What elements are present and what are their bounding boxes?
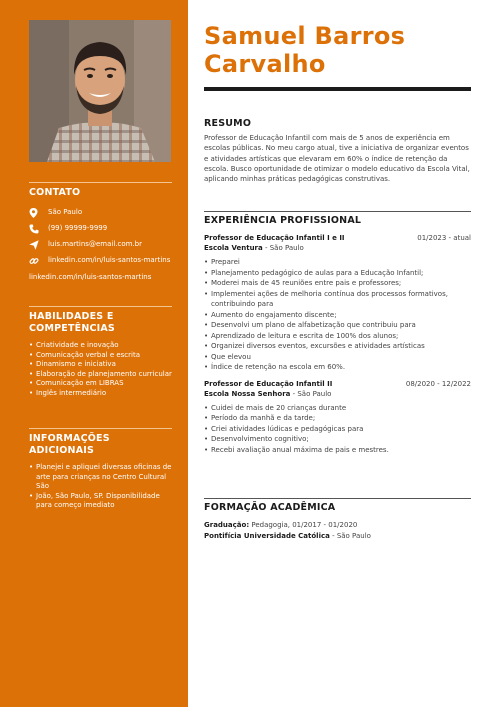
summary-text: Professor de Educação Infantil com mais de 5 anos de experiência em escolas públicas. No meu cargo atual, tive a iniciativa de organizar eventos e atividades artísticas que elevaram em 60% o índice de retenção da escola. Busco oportunidade de otimizar o modelo educativo da Escola Vital, aplicando minhas práticas pedagógicas construtivas. <box>204 134 470 184</box>
contact-linkedin-text[interactable]: linkedin.com/in/luis-santos-martins <box>48 256 171 264</box>
job-location: - São Paulo <box>262 244 304 252</box>
list-item: • Elaboração de planejamento curricular <box>29 370 172 380</box>
experience-section <box>204 211 471 455</box>
name-divider <box>204 87 471 91</box>
main-content <box>188 0 500 707</box>
list-item: • Criatividade e inovação <box>29 341 172 351</box>
list-item: • Recebi avaliação anual máxima de pais e mestres. <box>204 445 471 456</box>
job-company: Escola Nossa Senhora <box>204 389 291 398</box>
list-item: • Planejamento pedagógico de aulas para a Educação Infantil; <box>204 268 471 279</box>
skills-title: HABILIDADES E COMPETÊNCIAS <box>29 306 172 338</box>
contact-phone-text: (99) 99999-9999 <box>48 224 108 232</box>
profile-photo <box>29 20 171 162</box>
job-entry <box>204 233 471 373</box>
phone-icon <box>29 224 41 234</box>
education-degree <box>204 520 471 531</box>
portrait-image <box>29 20 171 162</box>
skills-list <box>29 341 172 399</box>
list-item: • Aumento do engajamento discente; <box>204 310 471 321</box>
contact-email[interactable] <box>29 240 172 250</box>
job-location: - São Paulo <box>290 389 332 398</box>
contact-location <box>29 208 172 218</box>
link-icon <box>29 256 41 266</box>
list-item: • João, São Paulo, SP. Disponibilidade para começo imediato <box>29 492 172 511</box>
job-role: Professor de Educação Infantil I e II <box>204 234 345 242</box>
send-icon <box>29 240 41 250</box>
job-entry <box>204 379 471 456</box>
list-item: • Organizei diversos eventos, excursões e atividades artísticas <box>204 341 471 352</box>
list-item: • Moderei mais de 45 reuniões entre pais e professores; <box>204 278 471 289</box>
education-title: FORMAÇÃO ACADÊMICA <box>204 498 471 514</box>
job-dates: 08/2020 - 12/2022 <box>405 379 471 388</box>
summary-section <box>204 118 471 184</box>
list-item: • Criei atividades lúdicas e pedagógicas para <box>204 424 471 435</box>
degree-value: Pedagogia, 01/2017 - 01/2020 <box>249 521 358 529</box>
job-bullets <box>204 257 471 373</box>
list-item: • Implementei ações de melhoria contínua dos processos formativos, contribuindo para <box>204 289 471 310</box>
list-item: • Inglês intermediário <box>29 389 172 399</box>
additional-info-title: INFORMAÇÕES ADICIONAIS <box>29 428 172 460</box>
sidebar <box>0 0 188 707</box>
contact-title: CONTATO <box>29 182 172 202</box>
contact-location-text: São Paulo <box>48 208 83 216</box>
contact-phone <box>29 224 172 234</box>
list-item: • Que elevou <box>204 352 471 363</box>
job-company: Escola Ventura <box>204 244 263 252</box>
list-item: • Dinamismo e iniciativa <box>29 360 172 370</box>
job-role: Professor de Educação Infantil II <box>204 379 333 388</box>
job-dates: 01/2023 - atual <box>417 234 471 242</box>
list-item: • Aprendizado de leitura e escrita de 100% dos alunos; <box>204 331 471 342</box>
job-bullets <box>204 403 471 456</box>
experience-title: EXPERIÊNCIA PROFISSIONAL <box>204 211 471 227</box>
list-item: • Índice de retenção na escola em 60%. <box>204 362 471 373</box>
list-item: • Cuidei de mais de 20 crianças durante <box>204 403 471 414</box>
list-item: • Desenvolvi um plano de alfabetização que contribuiu para <box>204 320 471 331</box>
list-item: • Planejei e apliquei diversas oficinas de arte para crianças no Centro Cultural São <box>29 463 172 492</box>
school-location: - São Paulo <box>329 531 371 540</box>
list-item: • Desenvolvimento cognitivo; <box>204 434 471 445</box>
location-pin-icon <box>29 208 41 218</box>
list-item: • Preparei <box>204 257 471 268</box>
linkedin-url[interactable]: linkedin.com/in/luis-santos-martins <box>29 273 152 281</box>
candidate-name: Samuel Barros Carvalho <box>204 22 406 78</box>
education-section <box>204 498 471 541</box>
list-item: • Período da manhã e da tarde; <box>204 413 471 424</box>
school-name: Pontifícia Universidade Católica <box>204 531 330 540</box>
additional-info-list <box>29 463 172 511</box>
summary-title: RESUMO <box>204 118 252 129</box>
education-school <box>204 531 471 542</box>
additional-info-section <box>29 428 172 511</box>
skills-section <box>29 306 172 399</box>
contact-section <box>29 182 172 282</box>
degree-label: Graduação: <box>204 521 250 529</box>
list-item: • Comunicação em LIBRAS <box>29 379 172 389</box>
contact-email-text[interactable]: luis.martins@email.com.br <box>48 240 142 248</box>
list-item: • Comunicação verbal e escrita <box>29 351 172 361</box>
contact-linkedin[interactable] <box>29 256 172 266</box>
